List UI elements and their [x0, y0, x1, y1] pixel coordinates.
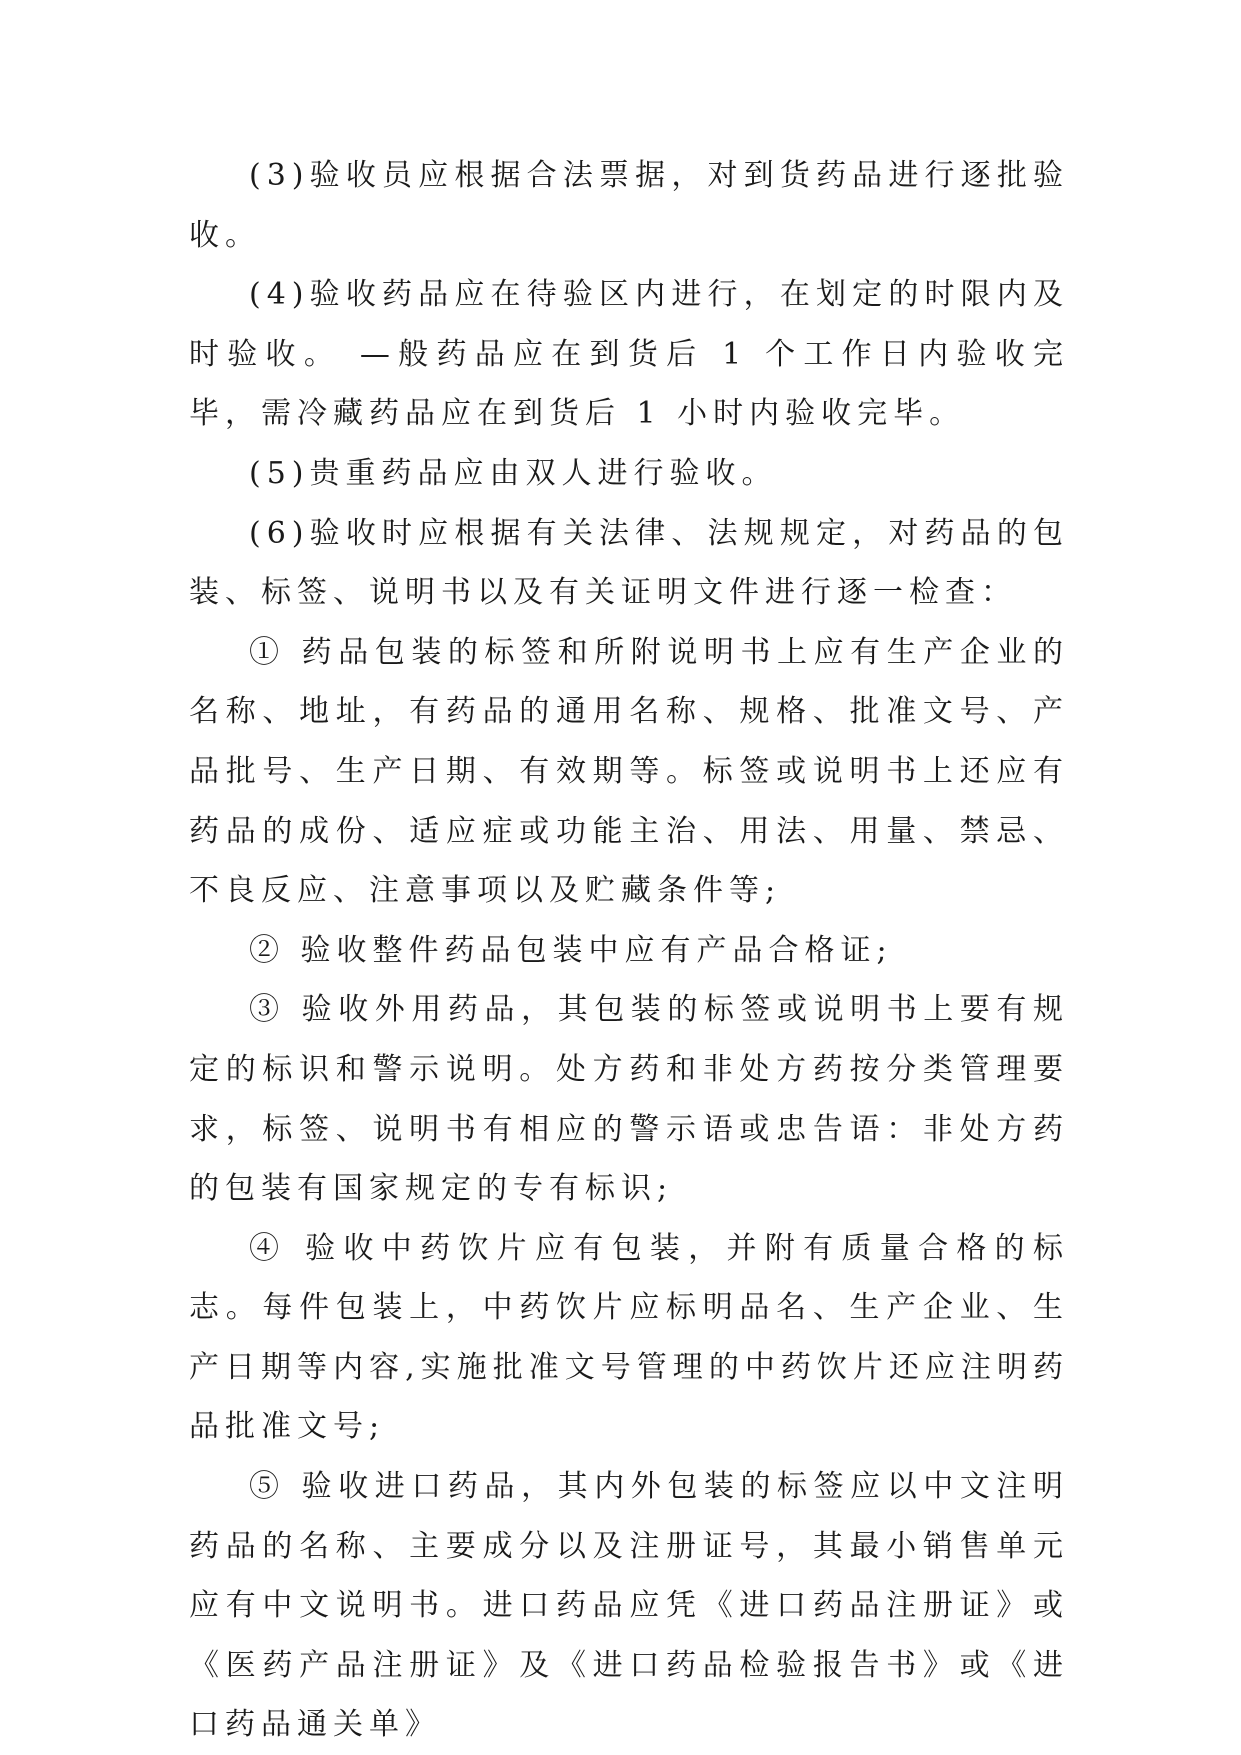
list-item-5: ⑤ 验收进口药品，其内外包装的标签应以中文注明药品的名称、主要成分以及注册证号，其最小销售单元应有中文说明书。进口药品应凭《进口药品注册证》或《医药产品注册证》及《进口药品检验报告书》或《进口药品通关单》 — [189, 1469, 1069, 1743]
list-item-1: ① 药品包装的标签和所附说明书上应有生产企业的名称、地址，有药品的通用名称、规格、批准文号、产品批号、生产日期、有效期等。标签或说明书上还应有药品的成份、适应症或功能主治、用法、用量、禁忌、不良反应、注意事项以及贮藏条件等; — [189, 634, 1069, 909]
paragraph-6: (6)验收时应根据有关法律、法规规定，对药品的包装、标签、说明书以及有关证明文件进行逐一检查： — [189, 515, 1069, 611]
paragraph-4: (4)验收药品应在待验区内进行，在划定的时限内及时验收。 —般药品应在到货后 1 个工作日内验收完毕，需冷藏药品应在到货后 1 小时内验收完毕。 — [189, 277, 1069, 432]
list-item-2: ② 验收整件药品包装中应有产品合格证; — [249, 932, 893, 968]
paragraph-5: (5)贵重药品应由双人进行验收。 — [249, 455, 778, 491]
document-page — [189, 146, 1069, 1755]
list-item-3: ③ 验收外用药品，其包装的标签或说明书上要有规定的标识和警示说明。处方药和非处方药按分类管理要求，标签、说明书有相应的警示语或忠告语：非处方药的包装有国家规定的专有标识; — [189, 992, 1069, 1207]
list-item-4: ④ 验收中药饮片应有包装，并附有质量合格的标志。每件包装上，中药饮片应标明品名、生产企业、生产日期等内容,实施批准文号管理的中药饮片还应注明药品批准文号; — [189, 1230, 1069, 1445]
paragraph-3: (3)验收员应根据合法票据，对到货药品进行逐批验收。 — [189, 158, 1069, 253]
